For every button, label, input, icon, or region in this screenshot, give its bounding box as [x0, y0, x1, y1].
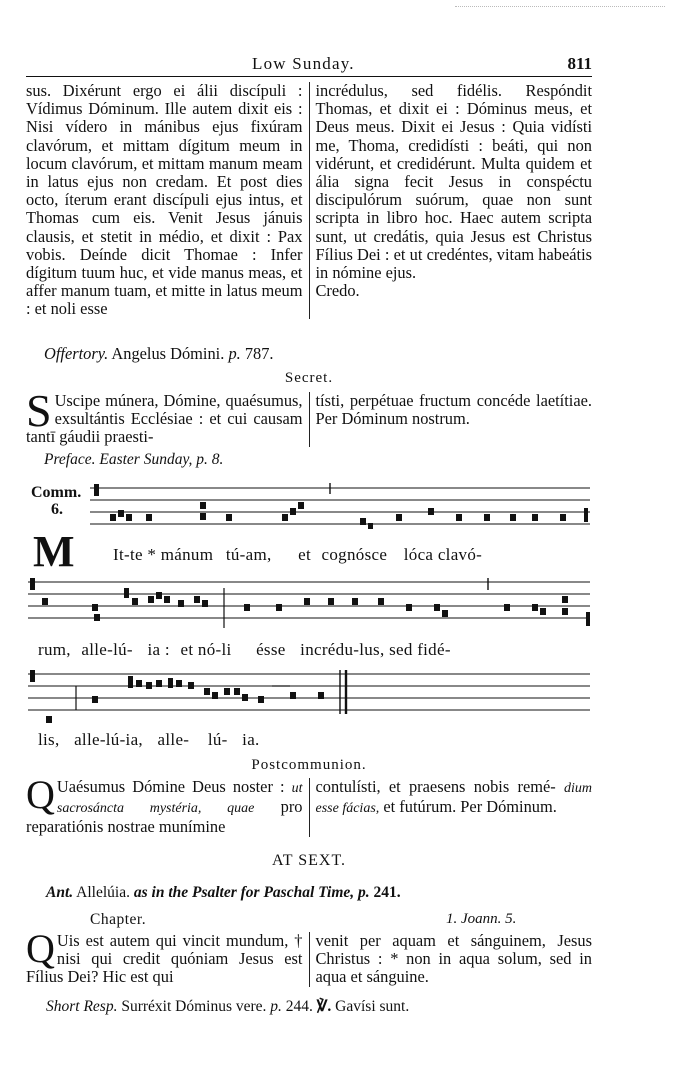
communion-label: [31, 484, 81, 518]
syllable: alle-lú-ia,: [74, 730, 143, 749]
secret-initial: S: [26, 385, 52, 436]
chapter-left-column: [26, 926, 310, 987]
sext-heading: AT SEXT.: [271, 852, 347, 869]
syllable: alle-lú-: [81, 640, 133, 659]
syllable: lis,: [38, 730, 60, 749]
syllable: alle-: [157, 730, 190, 749]
syllable: et: [180, 640, 194, 659]
syllable: mánum: [160, 545, 214, 564]
gospel-right-column: [310, 82, 593, 319]
gospel-left-column: [26, 82, 310, 319]
antiphon-label: Ant.: [46, 884, 74, 901]
versicle-text: Gavísi sunt.: [335, 998, 410, 1015]
secret-heading: Secret.: [284, 370, 334, 386]
postcommunion-left-last: pro reparatiónis nostrae munímine: [26, 797, 303, 837]
syllable: rum,: [38, 640, 71, 659]
syllable: nó-li: [197, 640, 232, 659]
syllable: tú-am,: [225, 545, 272, 564]
postcommunion-heading: Postcommunion.: [251, 757, 367, 773]
postcommunion-right-italic: dium esse fácias,: [315, 781, 592, 817]
antiphon-reference: as in the Psalter for Paschal Time, p.: [133, 884, 370, 901]
syllable: It-te: [113, 545, 143, 564]
sext-antiphon: [46, 884, 401, 902]
chant-staff-1: [90, 482, 592, 534]
postcommunion-right-column: [310, 778, 593, 837]
syllable: clavó-: [437, 545, 483, 564]
syllable: ia.: [242, 730, 260, 749]
offertory-label: Offertory.: [44, 344, 109, 363]
postcommunion-initial: Q: [26, 772, 55, 817]
syllable: et: [298, 545, 311, 564]
chant-staff-2: [28, 574, 592, 634]
chapter-initial: Q: [26, 926, 55, 971]
gospel-left-text: sus. Dixérunt ergo ei álii discípuli : Vídimus Dóminum. Ille autem dixit eis : Nisi vídero in mánibus ejus fixúram clavórum, et mittam dígitum meum in locum clavórum, et mittam manum meam in latus ejus non credam. Et post dies octo, íterum erant discípuli ejus intus, et Thomas cum eis. Venit Jesus jánuis clausis, et stetit in médio, et dixit : Pax vobis. Deínde dicit Thomae : Infer dígitum tuum huc, et vide manus meas, et affer manum tuam, et mitte in latus meum : et noli esse: [26, 81, 303, 319]
syllable: cognósce: [321, 545, 388, 564]
antiphon-text: Allelúia.: [76, 884, 130, 901]
secret-left-text: Uscipe múnera, Dómine, quaésumus, exsultántis Ecclésiae : et cui causam tantī gáudii praesti-: [26, 391, 303, 447]
syllable: incrédu-lus,: [300, 640, 385, 659]
offertory-page-abbr: p.: [228, 344, 241, 363]
syllable: ésse: [256, 640, 286, 659]
syllable: lú-: [207, 730, 228, 749]
offertory-text: Angelus Dómini.: [111, 344, 225, 363]
short-responsory: [46, 997, 409, 1016]
secret-columns: [26, 385, 592, 447]
top-rule: [455, 6, 665, 7]
offertory-page-num: 787.: [244, 344, 274, 363]
chapter-right-column: [310, 932, 593, 987]
lyric-line-2: [38, 640, 451, 660]
postcommunion-left-first: Uaésumus Dómine Deus noster :: [56, 777, 285, 796]
chapter-columns: [26, 926, 592, 987]
gospel-right-text: incrédulus, sed fidélis. Respóndit Thomas, et dixit ei : Dóminus meus, et Deus meus. Dixit ei Jesus : Quia vidísti me, Thoma, credidísti : beáti, qui non vidérunt, et credidérunt. Multa quidem et ália signa fecit Jesus in conspéctu discipulórum suórum, quae non sunt scripta in libro hoc. Haec autem scripta sunt, ut credátis, quia Jesus est Christus Fílius Dei : et ut credéntes, vitam habeátis in nómine ejus.: [315, 81, 592, 283]
offertory-line: [44, 344, 274, 364]
versicle-symbol: ℣.: [316, 998, 332, 1015]
postcommunion-columns: [26, 772, 592, 837]
postcommunion-right-rest: et futúrum. Per: [383, 797, 483, 817]
communion-initial: M: [33, 527, 75, 576]
credo-rubric: Credo.: [315, 281, 360, 301]
gospel-columns: [26, 82, 592, 319]
chapter-left-text: Uis est autem qui vincit mundum, † nisi qui credit quóniam Jesus est Fílius Dei? Hic est qui: [26, 931, 303, 987]
secret-right-text: tísti, perpétuae fructum concéde laetítiae. Per Dóminum nostrum.: [315, 391, 592, 429]
short-resp-label: Short Resp.: [46, 998, 118, 1015]
lyric-line-1: [113, 545, 482, 565]
page-title: Low Sunday.: [252, 54, 355, 73]
syllable: lóca: [403, 545, 434, 564]
postcommunion-right-first: contulísti, et praesens nobis remé-: [315, 777, 556, 796]
short-resp-page-num: 244.: [285, 998, 313, 1015]
antiphon-page-num: 241.: [373, 884, 401, 901]
syllable: sed: [389, 640, 413, 659]
postcommunion-left-column: [26, 772, 310, 837]
short-resp-page-abbr: p.: [270, 998, 282, 1015]
syllable: ia :: [147, 640, 170, 659]
preface-line: Preface. Easter Sunday, p. 8.: [44, 451, 224, 468]
chant-staff-3: [28, 666, 592, 728]
postcommunion-right-last: Dóminum.: [486, 797, 557, 817]
page-number: 811: [567, 54, 592, 73]
syllable: fidé-: [417, 640, 451, 659]
chapter-reference: 1. Joann. 5.: [446, 911, 517, 927]
short-resp-text: Surréxit Dóminus vere.: [121, 998, 267, 1015]
syllable: *: [147, 545, 157, 564]
secret-right-column: [310, 392, 593, 447]
communion-mode: 6.: [51, 501, 63, 518]
chapter-label: Chapter.: [90, 911, 147, 928]
chapter-right-text: venit per aquam et sánguinem, Jesus Christus : * non in aqua solum, sed in aqua et sánguine.: [315, 931, 592, 987]
lyric-line-3: [38, 730, 260, 750]
communion-title: Comm.: [31, 484, 82, 501]
secret-left-column: [26, 385, 310, 447]
running-header: [26, 54, 592, 77]
postcommunion-left-italic: ut sacrosáncta mystéria, quae: [56, 781, 303, 817]
